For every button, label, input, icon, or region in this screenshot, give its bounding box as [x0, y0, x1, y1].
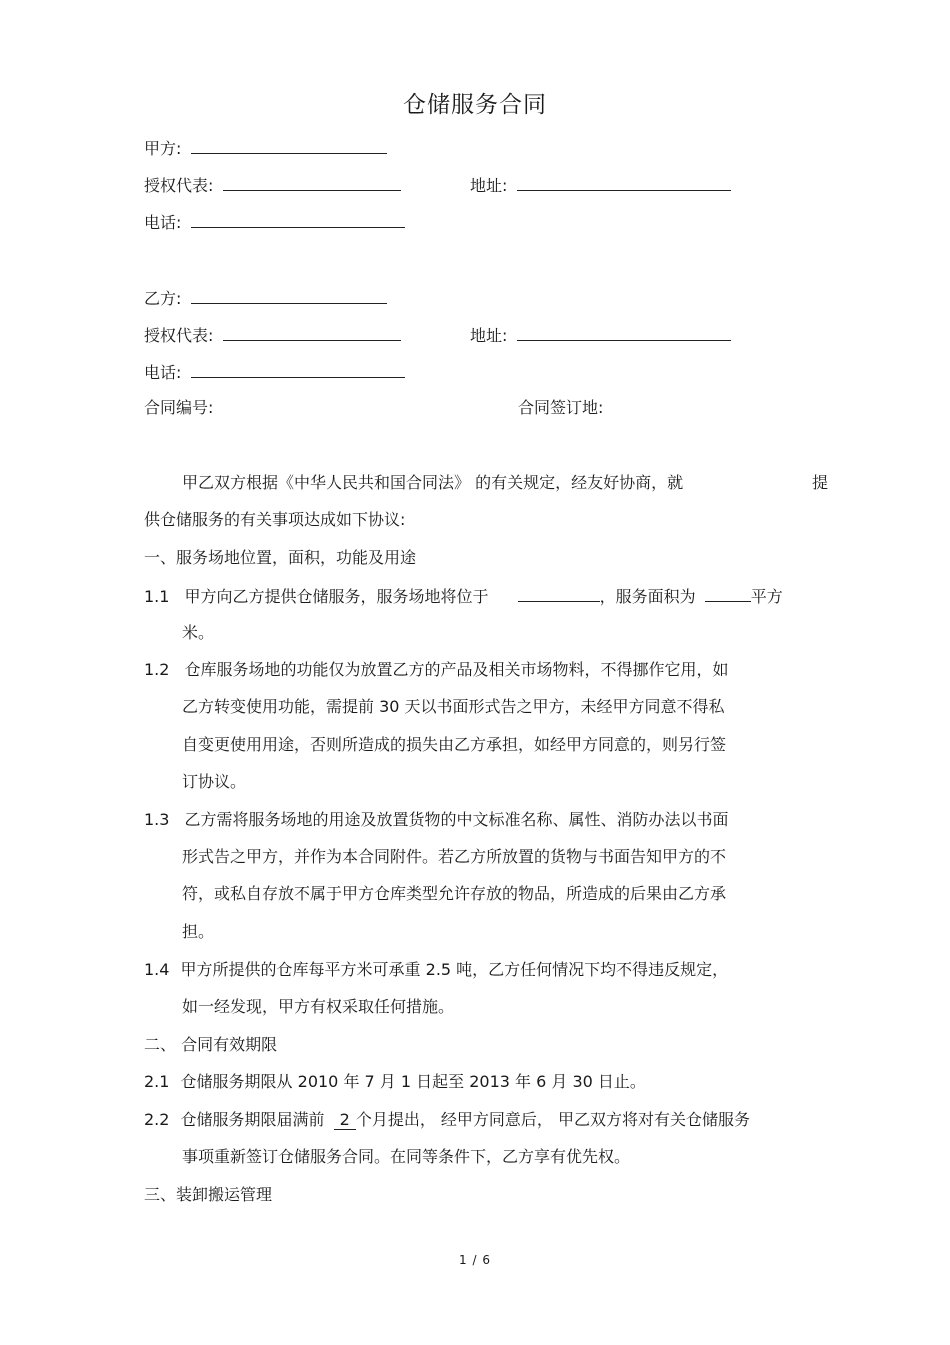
location-blank — [518, 585, 600, 602]
clause-1-1-line-2: 米。 — [182, 623, 215, 642]
area-blank — [705, 585, 751, 602]
clause-1-1-text-a: 甲方向乙方提供仓储服务，服务场地将位于 — [184, 587, 489, 606]
party-b-phone-label: 电话: — [144, 363, 182, 382]
clause-1-2-line-2: 乙方转变使用功能，需提前 30 天以书面形式告之甲方，未经甲方同意不得私 — [182, 697, 725, 716]
clause-2-2-line-2: 事项重新签订仓储服务合同。在同等条件下，乙方享有优先权。 — [182, 1147, 631, 1166]
clause-1-1-line-1 — [144, 585, 783, 607]
party-b-address-label: 地址: — [470, 326, 508, 345]
party-a-address-label: 地址: — [470, 176, 508, 195]
clause-1-3-line-2: 形式告之甲方，并作为本合同附件。若乙方所放置的货物与书面告知甲方的不 — [182, 847, 727, 866]
contract-number-label: 合同编号: — [144, 398, 214, 417]
party-a-name-blank — [191, 137, 387, 154]
preamble-line-1-end: 提 — [812, 473, 829, 492]
party-b-address-blank — [517, 324, 731, 341]
clause-1-3-text-1: 乙方需将服务场地的用途及放置货物的中文标准名称、属性、消防办法以书面 — [184, 810, 729, 829]
party-b-name-blank — [191, 287, 387, 304]
clause-1-4-number: 1.4 — [144, 960, 170, 979]
party-b-rep-row — [144, 324, 401, 346]
section-2-heading: 二、 合同有效期限 — [144, 1035, 278, 1054]
clause-2-2-text-a: 仓储服务期限届满前 — [180, 1110, 325, 1129]
party-a-rep-blank — [223, 174, 401, 191]
sign-place-label: 合同签订地: — [518, 398, 604, 417]
party-b-rep-blank — [223, 324, 401, 341]
party-a-rep-row — [144, 174, 401, 196]
party-a-phone-blank — [191, 211, 405, 228]
clause-1-4-line-2: 如一经发现，甲方有权采取任何措施。 — [182, 997, 455, 1016]
clause-1-3-number: 1.3 — [144, 810, 170, 829]
party-a-phone-row — [144, 211, 405, 233]
section-1-heading: 一、服务场地位置，面积，功能及用途 — [144, 548, 417, 567]
party-b-address-row — [470, 324, 731, 346]
clause-1-3-line-4: 担。 — [182, 922, 215, 941]
clause-1-4-line-1 — [144, 960, 728, 980]
party-b-rep-label: 授权代表: — [144, 326, 214, 345]
clause-2-1-text: 仓储服务期限从 2010 年 7 月 1 日起至 2013 年 6 月 30 日止。 — [180, 1072, 646, 1091]
clause-1-3-line-1 — [144, 810, 729, 830]
party-a-name-label: 甲方: — [144, 139, 182, 158]
clause-1-1-text-b: ，服务面积为 — [599, 587, 696, 606]
clause-2-2-text-b: 个月提出， 经甲方同意后， 甲乙双方将对有关仓储服务 — [355, 1110, 751, 1129]
clause-1-4-text-1: 甲方所提供的仓库每平方米可承重 2.5 吨，乙方任何情况下均不得违反规定， — [180, 960, 729, 979]
page-number: 1 / 6 — [459, 1253, 491, 1267]
party-b-phone-row — [144, 361, 405, 383]
party-b-name-label: 乙方: — [144, 289, 182, 308]
clause-1-2-text-1: 仓库服务场地的功能仅为放置乙方的产品及相关市场物料，不得挪作它用，如 — [184, 660, 729, 679]
clause-2-2-number: 2.2 — [144, 1110, 170, 1129]
party-a-rep-label: 授权代表: — [144, 176, 214, 195]
clause-2-2-months: 2 — [334, 1110, 356, 1130]
document-title: 仓储服务合同 — [403, 92, 547, 118]
party-a-address-row — [470, 174, 731, 196]
clause-1-1-text-c: 平方 — [750, 587, 783, 606]
clause-1-2-number: 1.2 — [144, 660, 170, 679]
section-3-heading: 三、装卸搬运管理 — [144, 1185, 273, 1204]
preamble-line-2: 供仓储服务的有关事项达成如下协议: — [144, 510, 406, 529]
party-a-name-row — [144, 137, 387, 159]
clause-2-1-number: 2.1 — [144, 1072, 170, 1091]
clause-2-1 — [144, 1072, 646, 1092]
clause-1-2-line-3: 自变更使用用途，否则所造成的损失由乙方承担，如经甲方同意的，则另行签 — [182, 735, 727, 754]
clause-1-1-number: 1.1 — [144, 587, 170, 606]
clause-1-3-line-3: 符，或私自存放不属于甲方仓库类型允许存放的物品，所造成的后果由乙方承 — [182, 884, 727, 903]
clause-1-2-line-4: 订协议。 — [182, 772, 247, 791]
party-a-address-blank — [517, 174, 731, 191]
clause-2-2-line-1 — [144, 1110, 750, 1130]
clause-1-2-line-1 — [144, 660, 729, 680]
party-b-phone-blank — [191, 361, 405, 378]
party-a-phone-label: 电话: — [144, 213, 182, 232]
party-b-name-row — [144, 287, 387, 309]
preamble-line-1: 甲乙双方根据《中华人民共和国合同法》 的有关规定，经友好协商，就 — [182, 473, 684, 492]
